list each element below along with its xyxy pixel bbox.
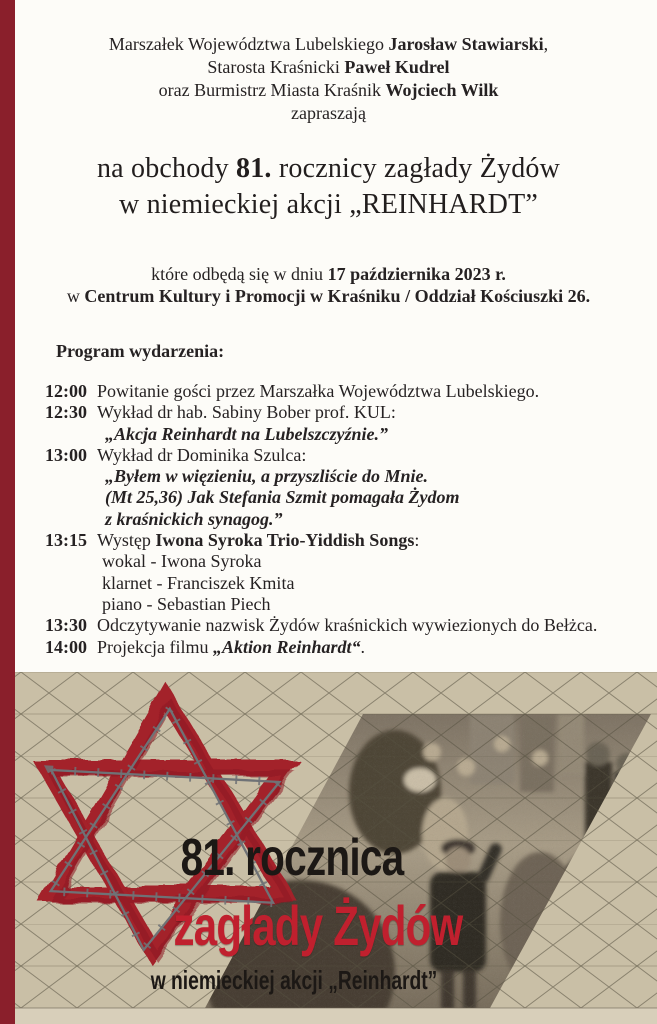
event-venue-line [0,285,657,307]
program-time: 13:15 [45,530,87,551]
invitation-block [0,33,657,125]
program-description: Wykład dr hab. Sabiny Bober prof. KUL: [97,402,396,423]
program-time: 13:00 [45,444,87,465]
invitation-text: Starosta Kraśnicki [207,57,345,77]
banner-title-black: 81. rocznica [180,829,404,887]
program-item [45,637,647,658]
program-time: 12:30 [45,402,87,423]
page-title [0,151,657,223]
program-item [45,573,647,594]
program-title: Program wydarzenia: [56,341,225,361]
program-time: 14:00 [45,636,87,657]
event-venue-text: w [66,286,85,306]
commemorative-banner [0,672,657,1024]
invitation-text: , [543,34,549,54]
program-time: 12:00 [45,381,87,401]
program-description: Powitanie gości przez Marszałka Województwa Lubelskiego. [97,381,540,401]
lecture-quote: (Mt 25,36) Jak Stefania Szmit pomagała Żydom [105,487,460,508]
program-item [45,402,647,423]
anniversary-number: 81. [236,153,272,184]
program-description: Projekcja filmu „Aktion Reinhardt“. [97,636,366,657]
program-item [45,381,647,402]
headline-text: rocznicy zagłady Żydów [271,153,561,184]
headline-line [0,151,657,187]
banner-bottom-strip [0,1008,657,1024]
program-item [45,445,647,466]
invitation-line [0,33,657,56]
program-list [45,381,647,658]
event-date-line [0,263,657,285]
invitation-line [0,102,657,125]
official-name: Jarosław Stawiarski [388,34,544,54]
lecture-quote: z kraśnickich synagog.” [105,508,283,529]
invitation-text: zapraszają [291,103,366,123]
program-time: 13:30 [45,615,87,636]
event-date-text: które odbędą się w dniu [151,264,328,284]
banner-subtitle: w niemieckiej akcji „Reinhardt” [150,965,438,995]
program-description: Występ Iwona Syroka Trio-Yiddish Songs: [97,530,420,551]
invitation-text: Marszałek Województwa Lubelskiego [108,34,389,54]
program-item [45,509,647,530]
event-venue: Centrum Kultury i Promocji w Kraśniku / Oddział Kościuszki 26. [84,286,591,306]
left-accent-stripe [0,0,15,1024]
headline-text: na obchody [96,153,237,184]
program-description: Wykład dr Dominika Szulca: [97,444,307,465]
invitation-line [0,79,657,102]
invitation-line [0,56,657,79]
program-item [45,530,647,551]
official-name: Wojciech Wilk [385,80,499,100]
banner-title-red: zagłady Żydów [173,894,463,957]
program-item [45,424,647,445]
event-date: 17 października 2023 r. [327,264,506,284]
program-section [0,341,657,658]
program-item [45,551,647,572]
program-item [45,615,647,636]
lecture-quote: „Akcja Reinhardt na Lubelszczyźnie.” [105,423,389,444]
invitation-text: oraz Burmistrz Miasta Kraśnik [158,80,386,100]
program-item [45,487,647,508]
lecture-quote: „Byłem w więzieniu, a przyszliście do Mnie. [105,466,429,487]
performer-line: klarnet - Franciszek Kmita [102,572,295,593]
program-item [45,594,647,615]
program-item [45,466,647,487]
program-description: Odczytywanie nazwisk Żydów kraśnickich wywiezionych do Bełżca. [97,615,598,636]
event-details [0,263,657,307]
headline-line: w niemieckiej akcji „REINHARDT” [118,189,539,220]
performer-line: piano - Sebastian Piech [102,593,271,614]
performer-line: wokal - Iwona Syroka [102,551,262,572]
official-name: Paweł Kudrel [344,57,450,77]
